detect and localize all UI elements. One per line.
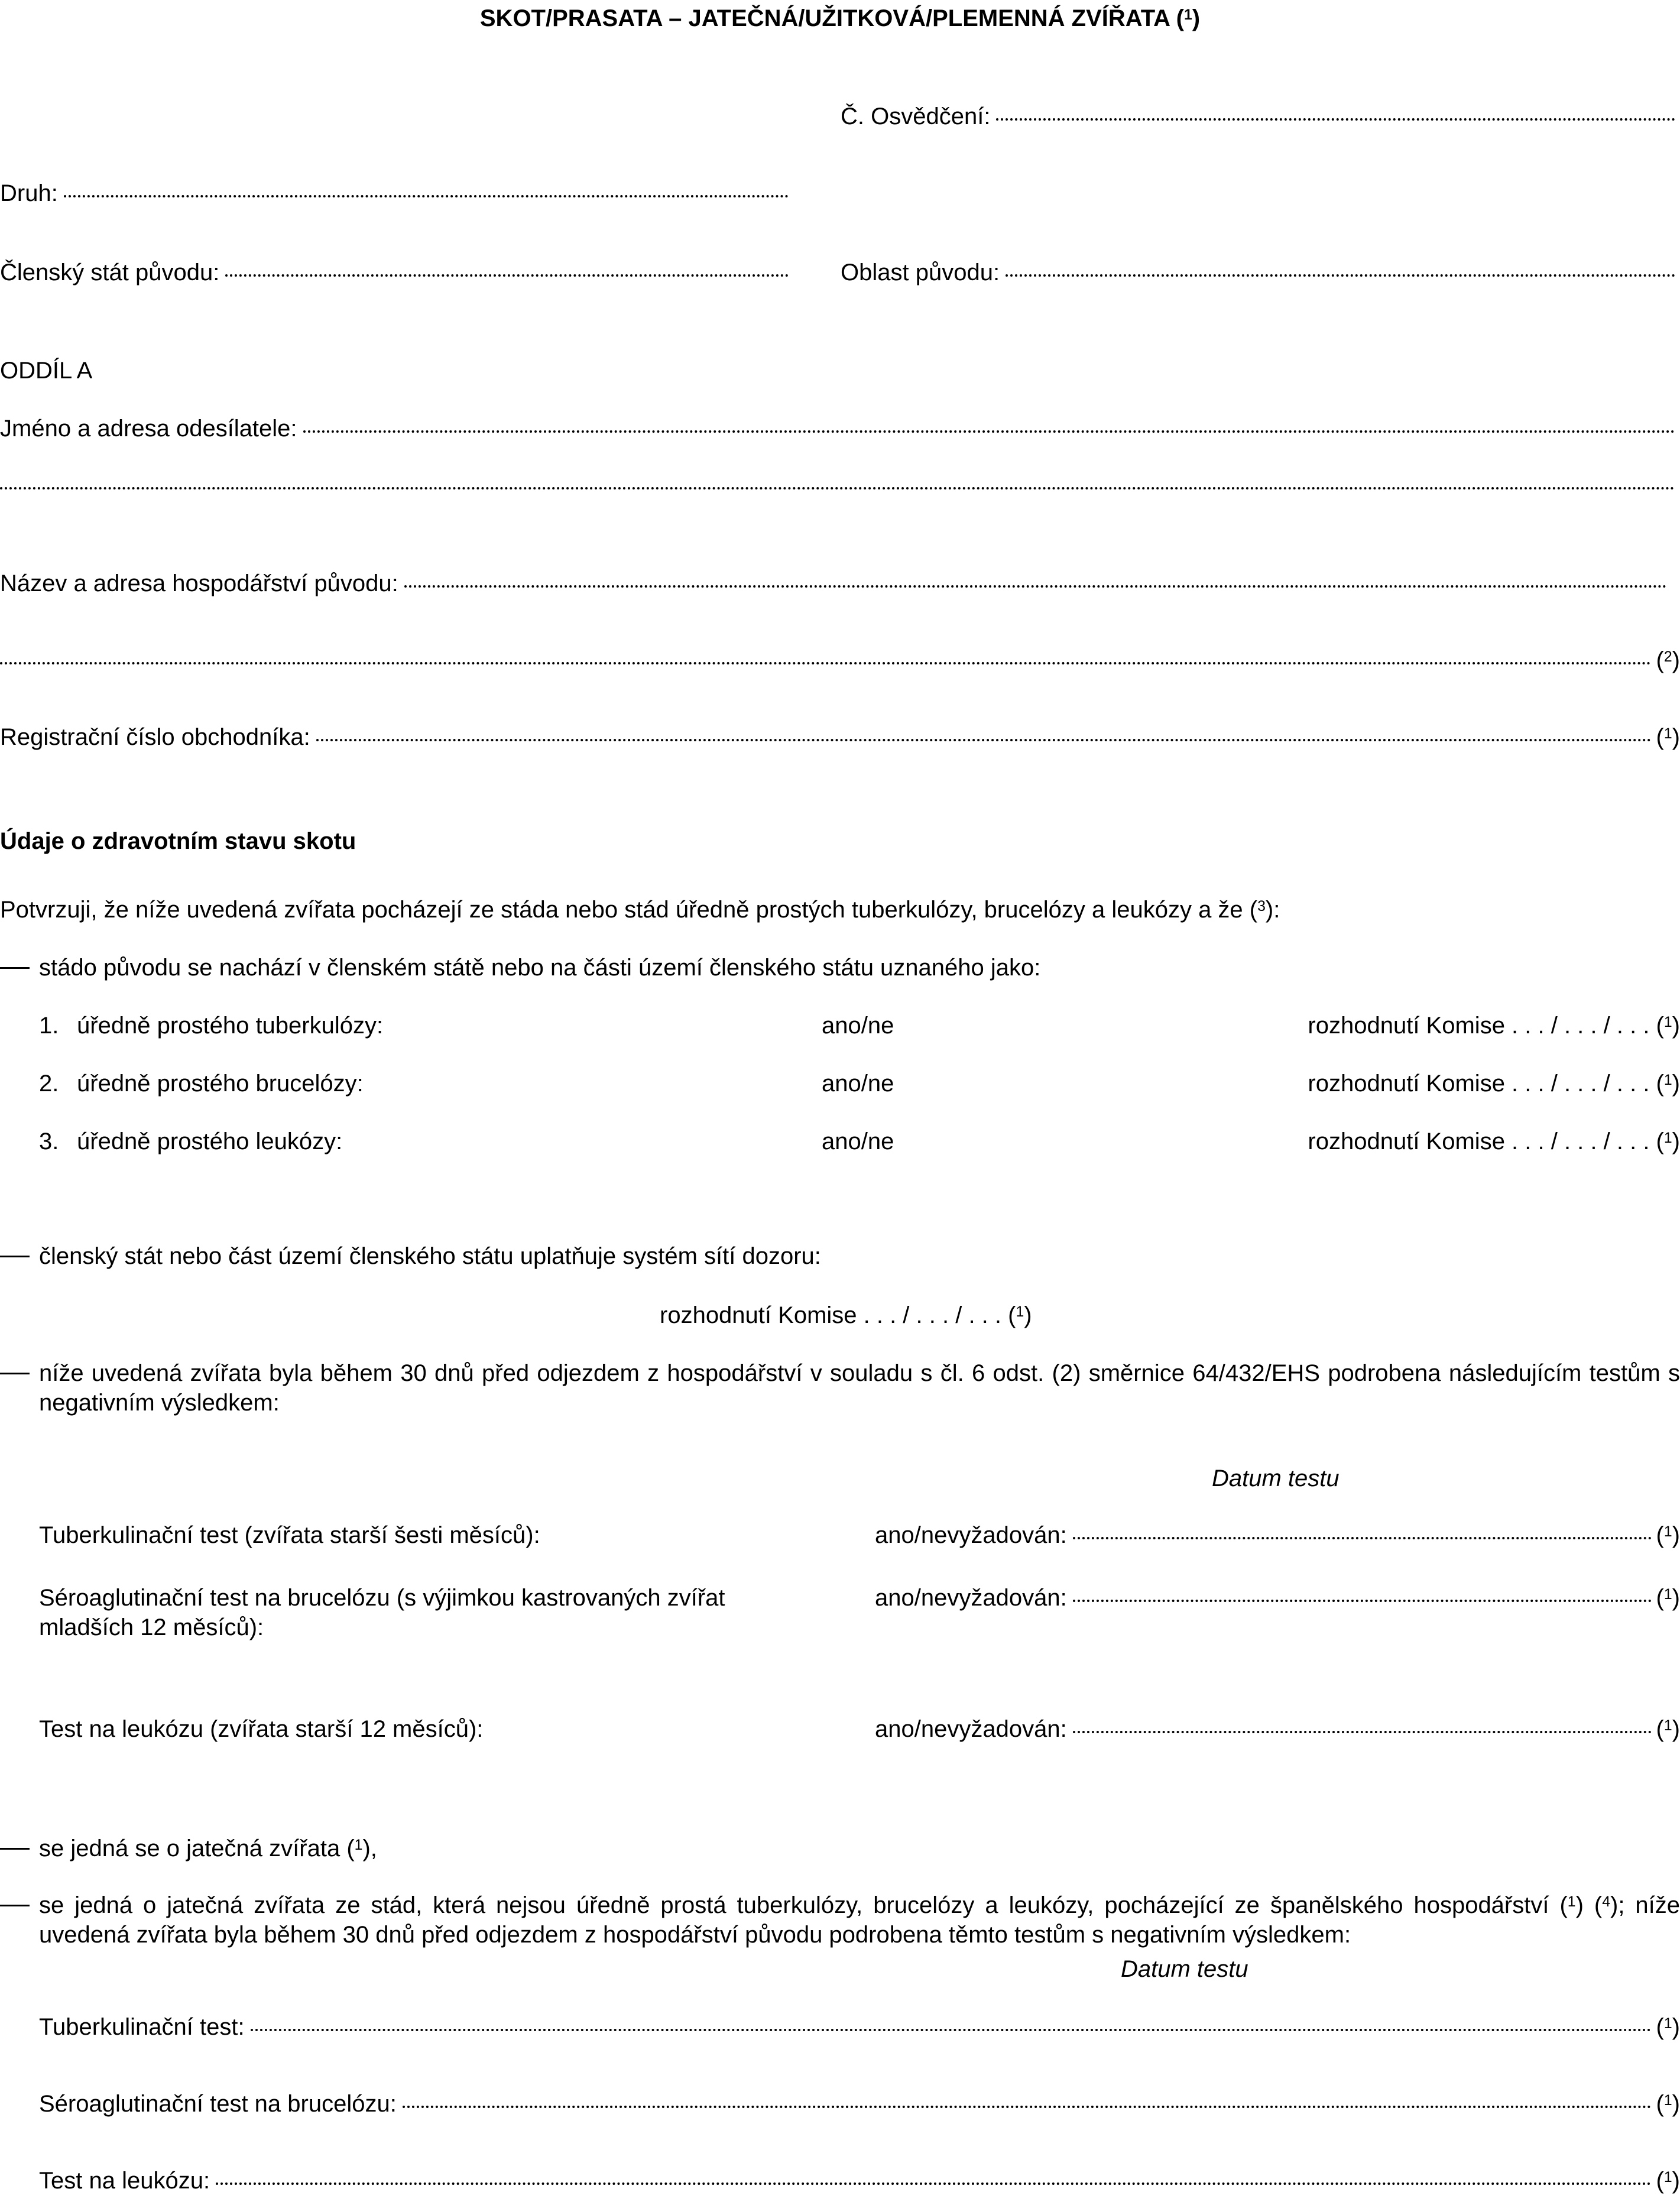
status-label: úředně prostého brucelózy:: [77, 1071, 364, 1097]
status-number: 1.: [39, 1013, 59, 1039]
test-answer-field[interactable]: [875, 1520, 1680, 1551]
dealer-field[interactable]: [0, 722, 1680, 753]
date-of-test-header: Datum testu: [1121, 1956, 1248, 1982]
footnote-ref: ($^1$): [1656, 1716, 1680, 1742]
certificate-number-label: Č. Osvědčení:: [841, 103, 991, 129]
status-label: úředně prostého tuberkulózy:: [77, 1013, 384, 1039]
footnote-ref: ($^1$): [1656, 724, 1680, 750]
footnote-ref: 1: [1016, 1303, 1024, 1320]
status-number: 3.: [39, 1128, 59, 1154]
holding-input-line2[interactable]: [0, 662, 1652, 664]
holding-input[interactable]: [404, 585, 1667, 588]
footnote-ref: ($^1$): [1656, 2014, 1680, 2040]
test-label: Séroaglutinační test na brucelózu (s výjimkou kastrovaných zvířat mladších 12 měsíců):: [39, 1585, 725, 1640]
test2-label: Séroaglutinační test na brucelózu:: [39, 2091, 397, 2117]
species-label: Druh:: [0, 180, 58, 206]
status-decision: rozhodnutí Komise . . . / . . . / . . . ($^1$): [1308, 1128, 1680, 1154]
footnote-ref: ($^2$): [1656, 647, 1680, 673]
test2-date-input[interactable]: [251, 2029, 1652, 2031]
dash-marker: [0, 967, 30, 969]
footnote-ref: 3: [1257, 898, 1266, 914]
holding-label: Název a adresa hospodářství původu:: [0, 570, 398, 596]
test2-field[interactable]: [39, 2166, 1680, 2197]
region-field[interactable]: [841, 258, 1680, 288]
test-label: Tuberkulinační test (zvířata starší šesti měsíců):: [39, 1522, 540, 1548]
footnote-ref: ($^1$): [1656, 2091, 1680, 2117]
status-decision: rozhodnutí Komise . . . / . . . / . . . ($^1$): [1308, 1071, 1680, 1097]
certificate-number-field[interactable]: [841, 102, 1680, 132]
footnote-ref: ($^1$): [1656, 1585, 1680, 1611]
consignor-field[interactable]: [0, 414, 1680, 445]
member-state-label: Členský stát původu:: [0, 260, 220, 286]
species-field[interactable]: [0, 179, 793, 209]
consignor-input-line2[interactable]: [0, 487, 1675, 489]
test-answer: ano/nevyžadován:: [875, 1716, 1067, 1742]
test2-field[interactable]: [39, 2089, 1680, 2120]
test-answer-field[interactable]: [875, 1583, 1680, 1614]
test2-field[interactable]: [39, 2012, 1680, 2043]
footnote-ref: 1: [354, 1837, 363, 1853]
consignor-field-line2[interactable]: [0, 491, 1680, 521]
status-label: úředně prostého leukózy:: [77, 1128, 343, 1154]
test-answer: ano/nevyžadován:: [875, 1522, 1067, 1548]
dash-marker: [0, 1905, 30, 1906]
holding-field-line2[interactable]: [0, 646, 1680, 676]
consignor-label: Jméno a adresa odesílatele:: [0, 416, 297, 442]
test2-date-input[interactable]: [216, 2182, 1651, 2185]
dash-marker: [0, 1373, 30, 1374]
status-answer[interactable]: ano/ne: [822, 1128, 894, 1154]
dealer-label: Registrační číslo obchodníka:: [0, 724, 310, 750]
test-answer: ano/nevyžadován:: [875, 1585, 1067, 1611]
certify-statement: Potvrzuji, že níže uvedená zvířata pocházejí ze stáda nebo stád úředně prostých tuberkulózy, brucelózy a leukózy a že ($^3$):: [0, 897, 1280, 923]
dash-marker: [0, 1256, 30, 1257]
holding-field[interactable]: [0, 569, 1672, 599]
dash-marker: [0, 1848, 30, 1850]
species-input[interactable]: [64, 195, 789, 197]
region-label: Oblast původu:: [841, 260, 1000, 286]
status-decision: rozhodnutí Komise . . . / . . . / . . . ($^1$): [1308, 1013, 1680, 1039]
slaughter-text: se jedná se o jatečná zvířata ($^1$),: [39, 1835, 377, 1862]
status-answer[interactable]: ano/ne: [822, 1071, 894, 1097]
dealer-input[interactable]: [316, 739, 1652, 741]
member-state-field[interactable]: [0, 258, 793, 288]
status-answer[interactable]: ano/ne: [822, 1013, 894, 1039]
status-number: 2.: [39, 1071, 59, 1097]
section-a-heading: ODDÍL A: [0, 358, 93, 384]
test-answer-field[interactable]: [875, 1714, 1680, 1745]
date-of-test-header: Datum testu: [1212, 1465, 1340, 1491]
region-input[interactable]: [1006, 274, 1675, 277]
spanish-holdings-paragraph: se jedná o jatečná zvířata ze stád, která nejsou úředně prostá tuberkulózy, brucelózy a leukózy, pocházející ze španělského hospodářství ($^1$) ($^4$); níže uvedená zvířata byla během 30 dnů před odjezdem z hospodářství původu podrobena těmto testům s negativním výsledkem:: [39, 1892, 1680, 1948]
health-heading: Údaje o zdravotním stavu skotu: [0, 828, 356, 854]
document-title: SKOT/PRASATA – JATEČNÁ/UŽITKOVÁ/PLEMENNÁ ZVÍŘATA ($^1$): [479, 5, 1201, 31]
test2-date-input[interactable]: [403, 2106, 1652, 2108]
member-state-input[interactable]: [225, 274, 789, 277]
tests-paragraph: níže uvedená zvířata byla během 30 dnů před odjezdem z hospodářství v souladu s čl. 6 odst. (2) směrnice 64/432/EHS podrobena následujícím testům s negativním výsledkem:: [39, 1360, 1680, 1416]
footnote-ref: 1: [1184, 7, 1192, 23]
consignor-input[interactable]: [303, 430, 1675, 433]
test-date-input[interactable]: [1073, 1537, 1652, 1539]
surveillance-text: členský stát nebo část území členského státu uplatňuje systém sítí dozoru:: [39, 1243, 821, 1269]
test-label: Test na leukózu (zvířata starší 12 měsíců):: [39, 1716, 484, 1742]
footnote-ref: ($^1$): [1656, 1522, 1680, 1548]
test-date-input[interactable]: [1073, 1600, 1652, 1602]
test2-label: Test na leukózu:: [39, 2168, 210, 2194]
test-date-input[interactable]: [1073, 1731, 1652, 1733]
herd-status-text: stádo původu se nachází v členském státě nebo na části území členského státu uznaného jako:: [39, 955, 1041, 981]
test2-label: Tuberkulinační test:: [39, 2014, 245, 2040]
certificate-number-input[interactable]: [996, 118, 1675, 121]
footnote-ref: ($^1$): [1656, 2168, 1680, 2194]
surveillance-decision: rozhodnutí Komise . . . / . . . / . . . ($^1$): [660, 1302, 1032, 1328]
title-text: SKOT/PRASATA – JATEČNÁ/UŽITKOVÁ/PLEMENNÁ ZVÍŘATA: [479, 5, 1170, 31]
